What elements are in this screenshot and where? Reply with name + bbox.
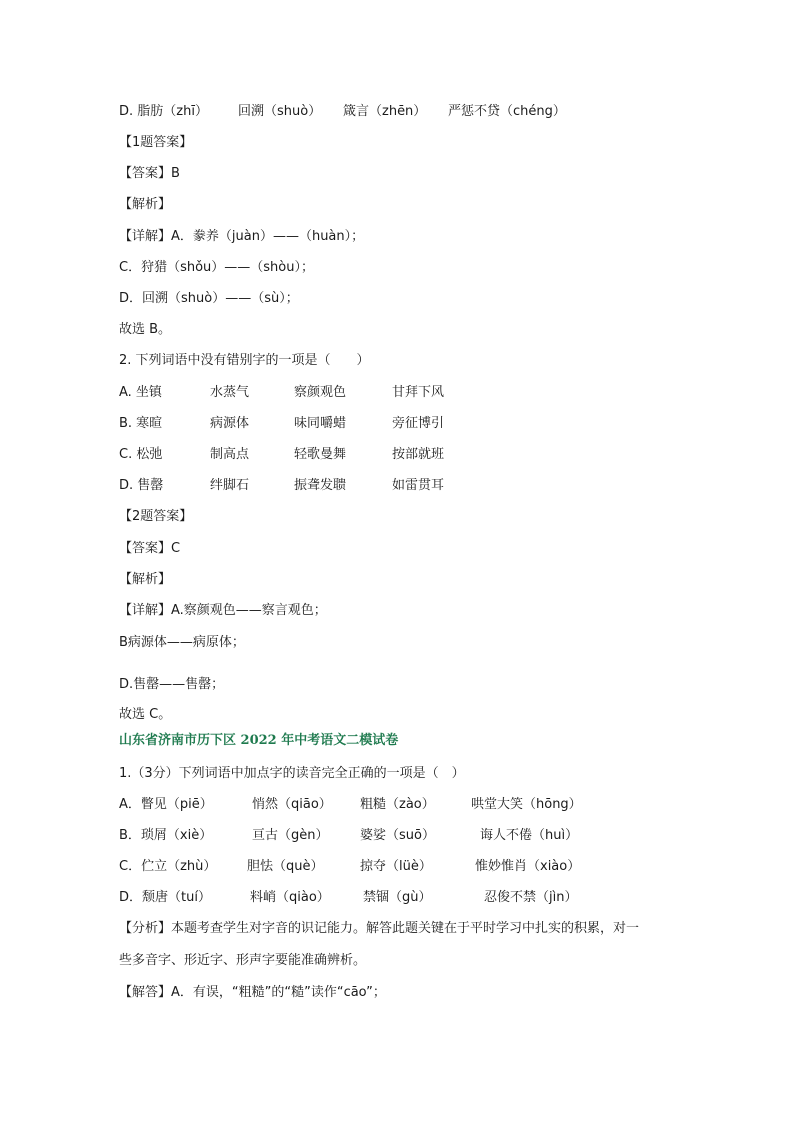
option-word: D．颓唐（tuí）	[119, 890, 211, 905]
option-word: 忍俊不禁（jìn）	[484, 890, 578, 905]
option-word: 制高点	[210, 447, 250, 462]
option-word: C. 松弛	[119, 447, 163, 462]
exam2-analysis: 些多音字、形近字、形声字要能准确辨析。	[119, 953, 367, 968]
q1-answer-title: 【1题答案】	[119, 135, 193, 150]
option-word: 味同嚼蜡	[294, 416, 347, 431]
option-word: 掠夺（lüè）	[360, 859, 432, 874]
option-word: 绊脚石	[210, 478, 250, 493]
q1-answer: 【答案】B	[119, 166, 180, 181]
option-word: 胆怯（què）	[247, 859, 324, 874]
exam2-question: 1.（3分）下列词语中加点字的读音完全正确的一项是（ ）	[119, 766, 465, 781]
option-word: 悄然（qiāo）	[252, 797, 332, 812]
q1-detail: C．狩猎（shǒu）——（shòu）；	[119, 260, 314, 275]
option-word: 禁锢（gù）	[363, 890, 432, 905]
option-word: 水蒸气	[210, 385, 250, 400]
option-word: 箴言（zhēn）	[343, 104, 427, 119]
option-word: 按部就班	[392, 447, 445, 462]
option-word: 婆娑（suō）	[360, 828, 435, 843]
option-word: 亘古（gèn）	[252, 828, 329, 843]
option-word: 诲人不倦（huì）	[480, 828, 579, 843]
q2-detail: B病源体——病原体；	[119, 635, 245, 650]
exam2-analysis: 【分析】本题考查学生对字音的识记能力。解答此题关键在于平时学习中扎实的积累，对一	[119, 921, 640, 936]
option-word: 严惩不贷（chéng）	[448, 104, 566, 119]
q2-answer-title: 【2题答案】	[119, 509, 193, 524]
option-word: 振聋发聩	[294, 478, 347, 493]
q1-detail: 【详解】A．豢养（juàn）——（huàn）；	[119, 229, 365, 244]
option-word: 惟妙惟肖（xiào）	[475, 859, 581, 874]
q2-conclusion: 故选 C。	[119, 707, 172, 722]
option-word: 轻歌曼舞	[294, 447, 347, 462]
option-word: 察颜观色	[294, 385, 347, 400]
option-word: A．瞥见（piē）	[119, 797, 213, 812]
q2-answer: 【答案】C	[119, 541, 181, 556]
option-word: 如雷贯耳	[392, 478, 445, 493]
option-word: 病源体	[210, 416, 250, 431]
option-word: 粗糙（zào）	[360, 797, 435, 812]
q2-analysis-title: 【解析】	[119, 572, 172, 587]
option-word: 哄堂大笑（hōng）	[471, 797, 582, 812]
option-word: 料峭（qiào）	[250, 890, 330, 905]
option-word: 甘拜下风	[392, 385, 445, 400]
q1-detail: D．回溯（shuò）——（sù）；	[119, 291, 299, 306]
exam-title: 山东省济南市历下区 2022 年中考语文二模试卷	[119, 733, 399, 748]
q1-conclusion: 故选 B。	[119, 322, 172, 337]
q1-analysis-title: 【解析】	[119, 197, 172, 212]
q2-detail: 【详解】A.察颜观色——察言观色；	[119, 603, 327, 618]
option-word: B. 寒暄	[119, 416, 163, 431]
option-word: 旁征博引	[392, 416, 445, 431]
q2-question: 2. 下列词语中没有错别字的一项是（ ）	[119, 353, 370, 368]
exam2-solution: 【解答】A．有误，“粗糙”的“糙”读作“cāo”；	[119, 985, 386, 1000]
option-word: C．伫立（zhù）	[119, 859, 217, 874]
option-word: D. 脂肪（zhī）	[119, 104, 208, 119]
option-word: A. 坐镇	[119, 385, 162, 400]
option-word: B．琐屑（xiè）	[119, 828, 213, 843]
option-word: D. 售罄	[119, 478, 164, 493]
option-word: 回溯（shuò）	[238, 104, 322, 119]
q2-detail: D.售罄——售罄；	[119, 677, 225, 692]
